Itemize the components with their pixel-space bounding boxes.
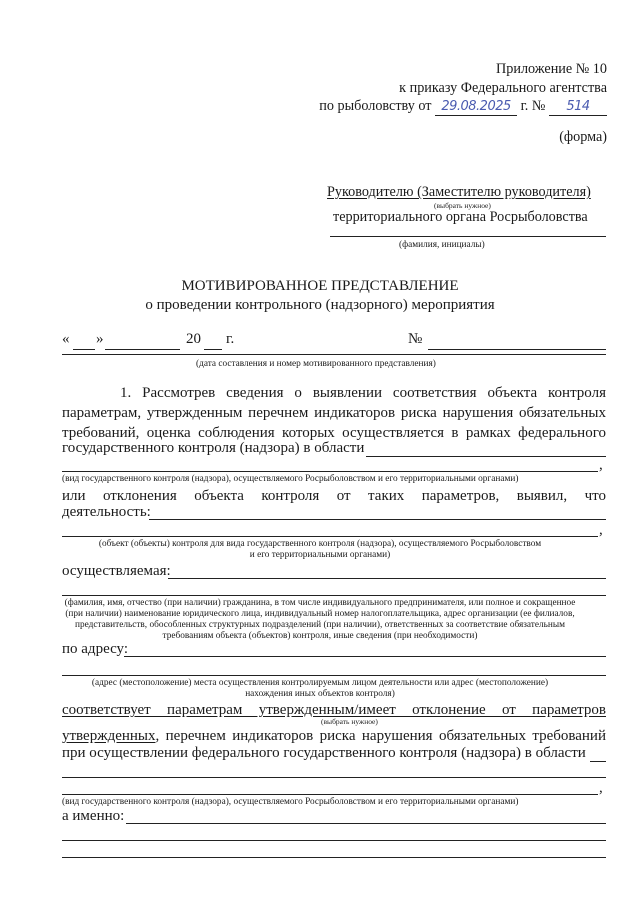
- control-area2-field-1[interactable]: [590, 761, 606, 762]
- control-area2-comma: ,: [599, 780, 603, 796]
- date-number-underline: [62, 354, 606, 355]
- number-sign: №: [408, 331, 423, 347]
- control-area2-field-2[interactable]: [62, 777, 606, 778]
- addressee-choose-hint: (выбрать нужное): [434, 201, 491, 210]
- order-date-handwritten: 29.08.2025: [441, 99, 511, 114]
- details-field-3[interactable]: [62, 857, 606, 858]
- person-field-1[interactable]: [168, 578, 606, 579]
- date-year-prefix: 20: [186, 331, 201, 347]
- appendix-order-line: по рыболовству от 29.08.2025 г. № 514: [319, 98, 607, 116]
- activity-comma: ,: [599, 522, 603, 538]
- date-year-suffix: г.: [226, 331, 235, 347]
- p5-line2: утвержденных, перечнем индикаторов риска нарушения обязательных требований: [62, 728, 606, 744]
- order-number-field: [549, 98, 607, 116]
- address-hint-1: (адрес (местоположение) места осуществления контролируемым лицом деятельности или адрес (местоположение): [91, 678, 549, 688]
- p1-line3: требований, оценка соблюдения которых осуществляется в рамках федерального: [62, 425, 606, 441]
- p6-label: а именно:: [62, 808, 125, 824]
- appendix-number: Приложение № 10: [496, 61, 607, 77]
- appendix-order-ref: к приказу Федерального агентства: [399, 80, 607, 96]
- document-subtitle: о проведении контрольного (надзорного) мероприятия: [145, 297, 495, 313]
- addressee-org: территориального органа Росрыболовства: [333, 209, 588, 225]
- date-year-field[interactable]: [204, 349, 222, 350]
- activity-field-1[interactable]: [149, 519, 606, 520]
- date-number-hint: (дата составления и номер мотивированного представления): [196, 359, 436, 369]
- document-number-field[interactable]: [428, 349, 606, 350]
- p5-line3: при осуществлении федерального государственного контроля (надзора) в области: [62, 745, 586, 761]
- p1-line2: параметрам, утвержденным перечнем индикаторов риска нарушения обязательных: [62, 405, 606, 421]
- addressee-name-line[interactable]: [330, 236, 606, 237]
- p5-line1: соответствует параметрам утвержденным/имеет отклонение от параметров: [62, 702, 606, 718]
- object-hint-2: и его территориальными органами): [249, 550, 391, 560]
- person-hint-3: представительств, обособленных структурных подразделений (при наличии), ответственных за соответствие обязательным: [75, 620, 565, 630]
- form-label: (форма): [559, 129, 607, 145]
- details-field-1[interactable]: [126, 823, 606, 824]
- person-field-2[interactable]: [62, 595, 606, 596]
- person-hint-2: (при наличии) наименование юридического лица, индивидуальный номер налогоплательщика, адрес организации (ее филиалов,: [65, 609, 575, 619]
- address-field-1[interactable]: [124, 656, 606, 657]
- person-hint-4: требованиям объекта (объектов) контроля, иные сведения (при необходимости): [162, 631, 478, 641]
- control-area-field-1[interactable]: [366, 456, 606, 457]
- p5-choose-hint: (выбрать нужное): [321, 717, 378, 726]
- control-area2-field-3[interactable]: [62, 794, 598, 795]
- p2-line1: или отклонения объекта контроля от таких параметров, выявил, что: [62, 488, 606, 504]
- date-day-field[interactable]: [73, 349, 95, 350]
- order-number-handwritten: 514: [566, 99, 590, 114]
- date-quote-close: »: [96, 331, 104, 347]
- control-type-hint: (вид государственного контроля (надзора), осуществляемого Росрыболовством и его территориальными органами): [62, 474, 519, 484]
- p1-line1: 1. Рассмотрев сведения о выявлении соответствия объекта контроля: [120, 385, 606, 401]
- date-quote-open: «: [62, 331, 70, 347]
- order-date-field: [435, 98, 517, 116]
- control-area-comma: ,: [599, 457, 603, 473]
- p4-label: по адресу:: [62, 641, 129, 657]
- control-area-field-2[interactable]: [62, 471, 598, 472]
- activity-field-2[interactable]: [62, 536, 598, 537]
- addressee-name-hint: (фамилия, инициалы): [399, 240, 485, 250]
- address-hint-2: нахождения иных объектов контроля): [245, 689, 395, 699]
- details-field-2[interactable]: [62, 840, 606, 841]
- object-hint-1: (объект (объекты) контроля для вида государственного контроля (надзора), осуществляемого Росрыболовством: [98, 539, 542, 549]
- p1-line4: государственного контроля (надзора) в области: [62, 440, 365, 456]
- person-hint-1: (фамилия, имя, отчество (при наличии) гражданина, в том числе индивидуального предпринимателя, или полное и сокращенное: [64, 598, 576, 608]
- p3-label: осуществляемая:: [62, 563, 171, 579]
- date-month-field[interactable]: [105, 349, 180, 350]
- addressee-title: Руководителю (Заместителю руководителя): [327, 184, 591, 200]
- p2-line2: деятельность:: [62, 504, 151, 520]
- document-title: МОТИВИРОВАННОЕ ПРЕДСТАВЛЕНИЕ: [181, 278, 459, 294]
- control-type-hint-2: (вид государственного контроля (надзора), осуществляемого Росрыболовством и его территориальными органами): [62, 797, 519, 807]
- address-field-2[interactable]: [62, 675, 606, 676]
